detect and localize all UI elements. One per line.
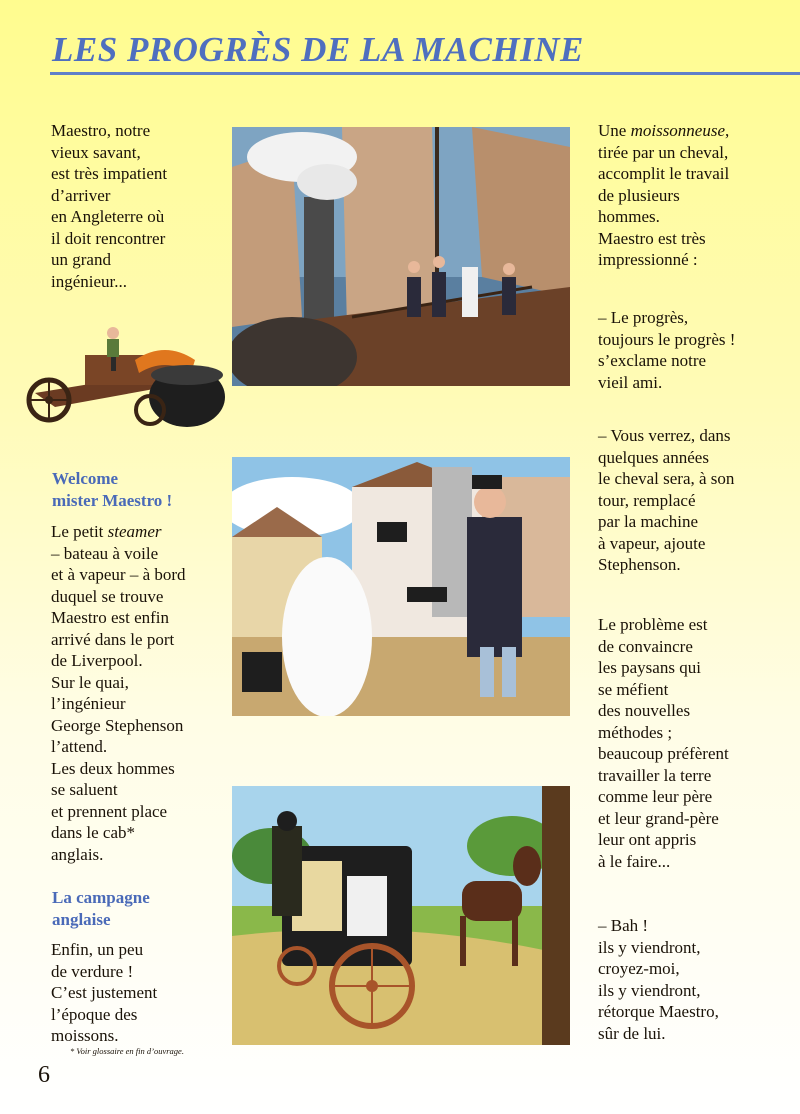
harvester-paragraph [598,120,798,271]
text-line: méthodes ; [598,722,673,742]
text-line: vieil ami. [598,372,663,392]
text-run: Le petit [51,522,108,541]
text-line: de plusieurs [598,185,680,205]
maestro-reply [598,915,798,1044]
text-line: Le problème est [598,615,708,634]
heading-line: anglaise [52,909,111,929]
text-line: impressionné : [598,250,698,269]
text-line: tour, remplacé [598,490,696,510]
italic-term: steamer [107,522,162,541]
text-line: d’arriver [51,185,111,205]
text-line: à le faire... [598,851,671,871]
text-line: accomplit le travail [598,164,730,183]
text-line: quelques années [598,447,709,467]
text-line: s’exclame notre [598,351,707,370]
text-line: moissons. [51,1026,119,1045]
title-underline [50,72,800,75]
text-line: Enfin, un peu [51,940,144,959]
text-line: toujours le progrès ! [598,329,736,349]
heading-line: Welcome [52,469,119,488]
quay-greeting-image [232,457,570,716]
text-line: se saluent [51,780,118,799]
page-number: 6 [38,1062,50,1088]
text-line: – Le progrès, [598,308,689,327]
text-line: l’attend. [51,737,108,756]
text-line: leur ont appris [598,830,697,849]
heading-line: mister Maestro ! [52,490,173,510]
text-line: à vapeur, ajoute [598,533,706,553]
text-line: croyez-moi, [598,959,680,978]
text-line: hommes. [598,207,660,226]
text-line: George Stephenson [51,715,184,735]
text-line: – Bah ! [598,916,649,935]
text-line: vieux savant, [51,142,141,162]
text-line: par la machine [598,512,699,531]
text-line: beaucoup préfèrent [598,744,729,763]
text-run: , [725,121,730,140]
text-line: Les deux hommes [51,758,175,778]
text-line: duquel se trouve [51,586,164,606]
text-line: rétorque Maestro, [598,1002,719,1021]
text-line: ils y viendront, [598,980,701,1000]
text-line: comme leur père [598,787,713,806]
text-line: Maestro est très [598,228,706,248]
text-line: – bateau à voile [51,543,159,563]
text-line: en Angleterre où [51,207,165,226]
text-line: et leur grand-père [598,808,719,828]
text-line: ils y viendront, [598,937,701,957]
heading-line: La campagne [52,888,150,907]
text-line: le cheval sera, à son [598,469,735,488]
cab-countryside-image [232,786,570,1045]
text-line: tirée par un cheval, [598,142,729,162]
text-line: C’est justement [51,983,158,1002]
footnote: * Voir glossaire en fin d’ouvrage. [70,1046,184,1056]
progress-quote [598,307,798,393]
arrival-paragraph [51,521,231,865]
stephenson-quote [598,425,798,576]
text-line: ingénieur... [51,271,128,291]
section-heading-welcome [52,468,172,511]
text-line: un grand [51,250,111,269]
text-line [598,120,798,142]
text-line: est très impatient [51,164,168,183]
farmers-paragraph [598,614,798,872]
text-line: sûr de lui. [598,1023,666,1043]
text-line: et prennent place [51,801,168,821]
text-line: de convaincre [598,636,693,656]
section-heading-countryside [52,887,150,930]
countryside-paragraph [51,939,231,1047]
text-line: anglais. [51,844,104,864]
text-line: – Vous verrez, dans [598,426,731,445]
intro-paragraph [51,120,231,292]
text-line: Sur le quai, [51,672,129,692]
text-line: de Liverpool. [51,651,143,670]
text-line: de verdure ! [51,961,134,981]
italic-term: moissonneuse [630,121,726,140]
ship-arrival-image [232,127,570,386]
text-line: se méfient [598,679,669,699]
text-line: les paysans qui [598,658,701,677]
text-line: l’ingénieur [51,694,126,713]
text-line: Maestro est enfin [51,608,170,627]
text-line: Stephenson. [598,555,681,574]
text-line: il doit rencontrer [51,228,166,248]
text-line [51,521,231,543]
text-line: et à vapeur – à bord [51,565,186,584]
page-title: LES PROGRÈS DE LA MACHINE [52,30,584,69]
text-line: travailler la terre [598,765,712,785]
text-line: Maestro, notre [51,121,151,140]
text-run: Une [598,121,631,140]
text-line: dans le cab* [51,823,136,842]
text-line: l’époque des [51,1004,138,1024]
harvester-illustration [15,315,227,447]
text-line: des nouvelles [598,701,691,720]
text-line: arrivé dans le port [51,629,175,649]
